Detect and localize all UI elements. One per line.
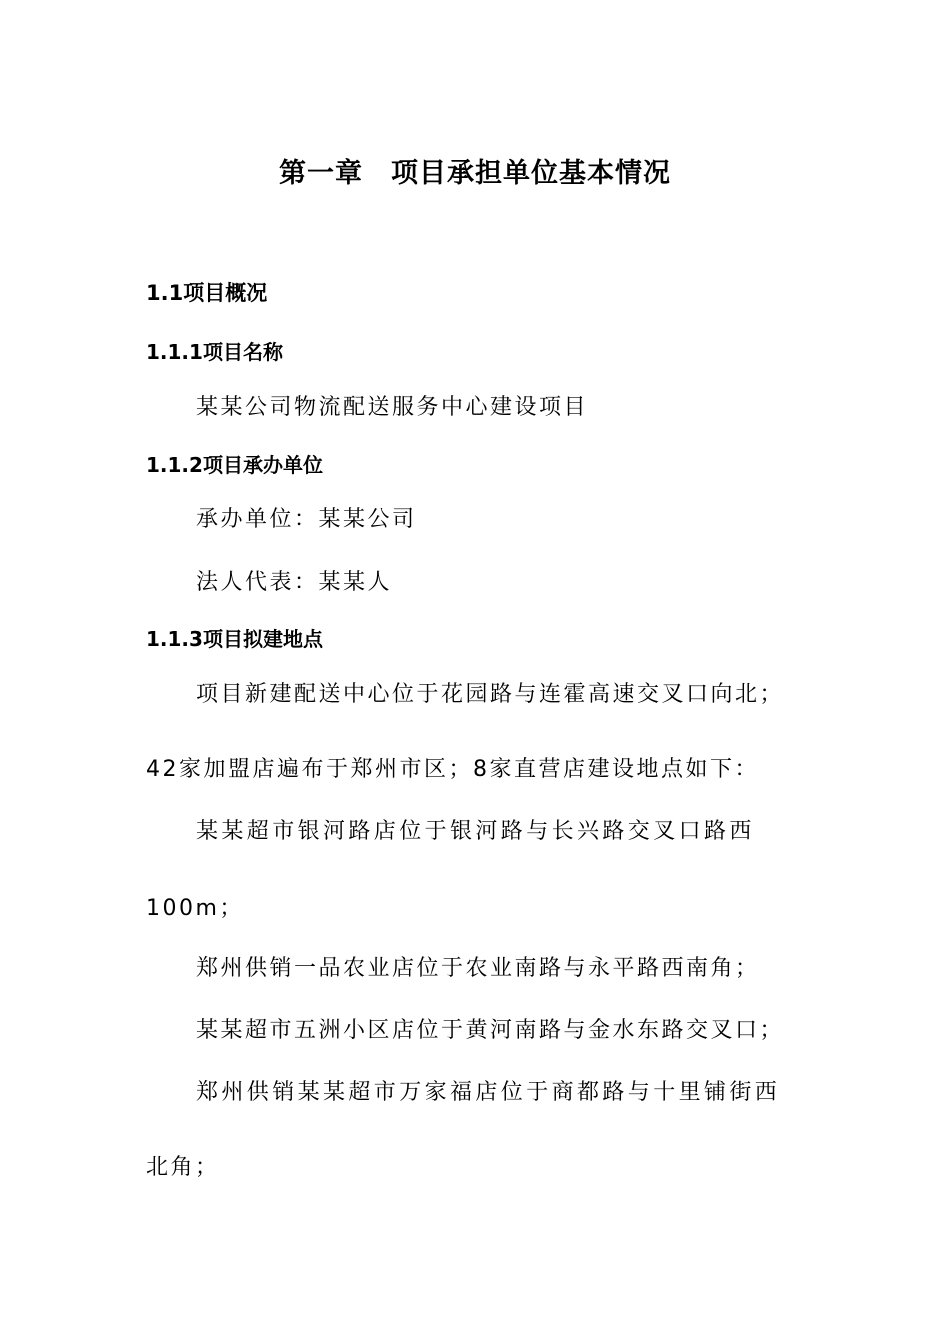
section-heading-1-1-2: 1.1.2项目承办单位 bbox=[146, 453, 323, 477]
legal-rep-text: 法人代表：某某人 bbox=[196, 570, 393, 595]
store4-text-line1: 郑州供销某某超市万家福店位于商都路与十里铺街西 bbox=[196, 1080, 781, 1105]
stores-summary-text: 42家加盟店遍布于郑州市区；8家直营店建设地点如下： bbox=[146, 757, 759, 782]
store1-text-line2: 100m； bbox=[146, 896, 244, 921]
section-heading-1-1-3: 1.1.3项目拟建地点 bbox=[146, 627, 323, 651]
project-name-text: 某某公司物流配送服务中心建设项目 bbox=[196, 395, 589, 420]
store4-text-line2: 北角； bbox=[146, 1155, 220, 1180]
store1-text-line1: 某某超市银河路店位于银河路与长兴路交叉口路西 bbox=[196, 819, 755, 844]
section-heading-1-1-1: 1.1.1项目名称 bbox=[146, 340, 283, 364]
chapter-title: 第一章 项目承担单位基本情况 bbox=[279, 158, 671, 189]
store2-text: 郑州供销一品农业店位于农业南路与永平路西南角； bbox=[196, 956, 760, 981]
section-heading-1-1: 1.1项目概况 bbox=[146, 281, 268, 305]
organizer-text: 承办单位：某某公司 bbox=[196, 507, 417, 532]
location-intro-text: 项目新建配送中心位于花园路与连霍高速交叉口向北； bbox=[196, 682, 785, 707]
store3-text: 某某超市五洲小区店位于黄河南路与金水东路交叉口； bbox=[196, 1018, 785, 1043]
